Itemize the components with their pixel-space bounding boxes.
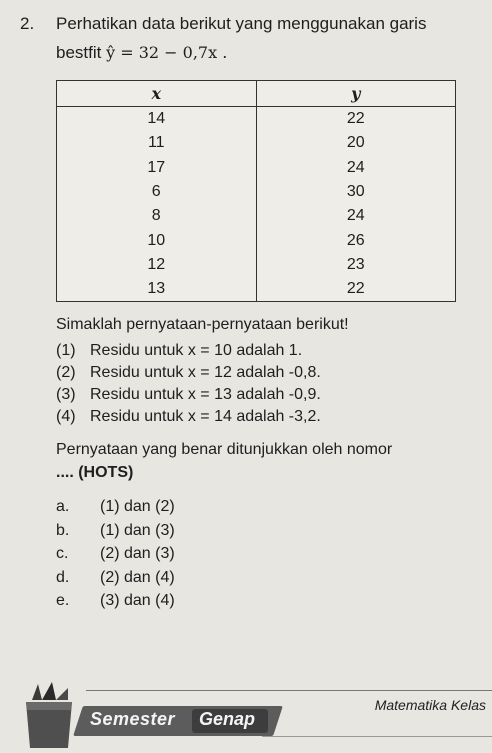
table-row bbox=[57, 253, 456, 277]
header-y: y bbox=[256, 81, 456, 107]
bestfit-formula bbox=[56, 43, 227, 63]
header-x: x bbox=[57, 81, 257, 107]
option-letter: d. bbox=[56, 568, 70, 586]
statements-title: Simaklah pernyataan-pernyataan berikut! bbox=[56, 316, 349, 333]
statement-item bbox=[56, 406, 321, 428]
semester-label: Semester bbox=[90, 709, 176, 729]
option-letter: a. bbox=[56, 498, 70, 515]
cell-y: 24 bbox=[256, 204, 456, 228]
statement-number: (2) bbox=[56, 364, 76, 381]
cell-x: 6 bbox=[57, 180, 257, 204]
statement-number: (1) bbox=[56, 342, 76, 359]
table-row bbox=[57, 228, 456, 252]
cell-x: 8 bbox=[57, 204, 257, 228]
statements-list bbox=[56, 340, 321, 428]
question-prompt bbox=[56, 438, 476, 484]
option-letter: e. bbox=[56, 592, 70, 609]
question-text: Perhatikan data berikut yang menggunakan garis bbox=[56, 14, 427, 33]
option-c[interactable] bbox=[56, 542, 175, 566]
formula-expression: ŷ = 32 − 0,7x . bbox=[106, 43, 228, 62]
cell-x: 12 bbox=[57, 253, 257, 277]
prompt-text: Pernyataan yang benar ditunjukkan oleh nomor bbox=[56, 441, 393, 458]
statement-text: Residu untuk x = 14 adalah -3,2. bbox=[90, 408, 321, 425]
cell-x: 13 bbox=[57, 277, 257, 302]
cell-x: 11 bbox=[57, 131, 257, 155]
table-row bbox=[57, 107, 456, 132]
cell-y: 22 bbox=[256, 277, 456, 302]
cell-y: 23 bbox=[256, 253, 456, 277]
cell-y: 26 bbox=[256, 228, 456, 252]
option-text: (1) dan (3) bbox=[100, 521, 175, 539]
option-text: (1) dan (2) bbox=[100, 498, 175, 515]
prompt-tail-hots: .... (HOTS) bbox=[56, 464, 134, 481]
option-text: (2) dan (3) bbox=[100, 545, 175, 562]
table-row bbox=[57, 131, 456, 155]
cell-x: 17 bbox=[57, 156, 257, 180]
cell-x: 14 bbox=[57, 107, 257, 132]
statement-item bbox=[56, 340, 321, 362]
option-text: (2) dan (4) bbox=[100, 568, 175, 586]
option-text: (3) dan (4) bbox=[100, 592, 175, 609]
statement-text: Residu untuk x = 12 adalah -0,8. bbox=[90, 364, 321, 381]
genap-label: Genap bbox=[199, 709, 256, 729]
table-row bbox=[57, 204, 456, 228]
statement-number: (3) bbox=[56, 386, 76, 403]
cell-y: 20 bbox=[256, 131, 456, 155]
question-number: 2. bbox=[20, 14, 35, 33]
table-row bbox=[57, 180, 456, 204]
formula-label: bestfit bbox=[56, 43, 102, 62]
cell-y: 24 bbox=[256, 156, 456, 180]
footer-underline bbox=[262, 736, 492, 737]
cell-y: 22 bbox=[256, 107, 456, 132]
table-row bbox=[57, 277, 456, 302]
cell-x: 10 bbox=[57, 228, 257, 252]
table-header-row bbox=[57, 81, 456, 107]
footer-divider bbox=[86, 690, 492, 691]
statement-item bbox=[56, 362, 321, 384]
option-a[interactable] bbox=[56, 495, 175, 519]
option-e[interactable] bbox=[56, 589, 175, 613]
option-b[interactable] bbox=[56, 519, 175, 543]
option-letter: b. bbox=[56, 521, 70, 539]
statement-number: (4) bbox=[56, 408, 76, 425]
answer-options bbox=[56, 495, 175, 613]
statement-text: Residu untuk x = 10 adalah 1. bbox=[90, 342, 303, 359]
pencil-pot-icon bbox=[18, 680, 80, 750]
table-row bbox=[57, 156, 456, 180]
subject-label: Matematika Kelas bbox=[374, 697, 486, 713]
cell-y: 30 bbox=[256, 180, 456, 204]
option-d[interactable] bbox=[56, 566, 175, 590]
statement-text: Residu untuk x = 13 adalah -0,9. bbox=[90, 386, 321, 403]
data-table bbox=[56, 80, 456, 302]
statement-item bbox=[56, 384, 321, 406]
option-letter: c. bbox=[56, 545, 69, 562]
